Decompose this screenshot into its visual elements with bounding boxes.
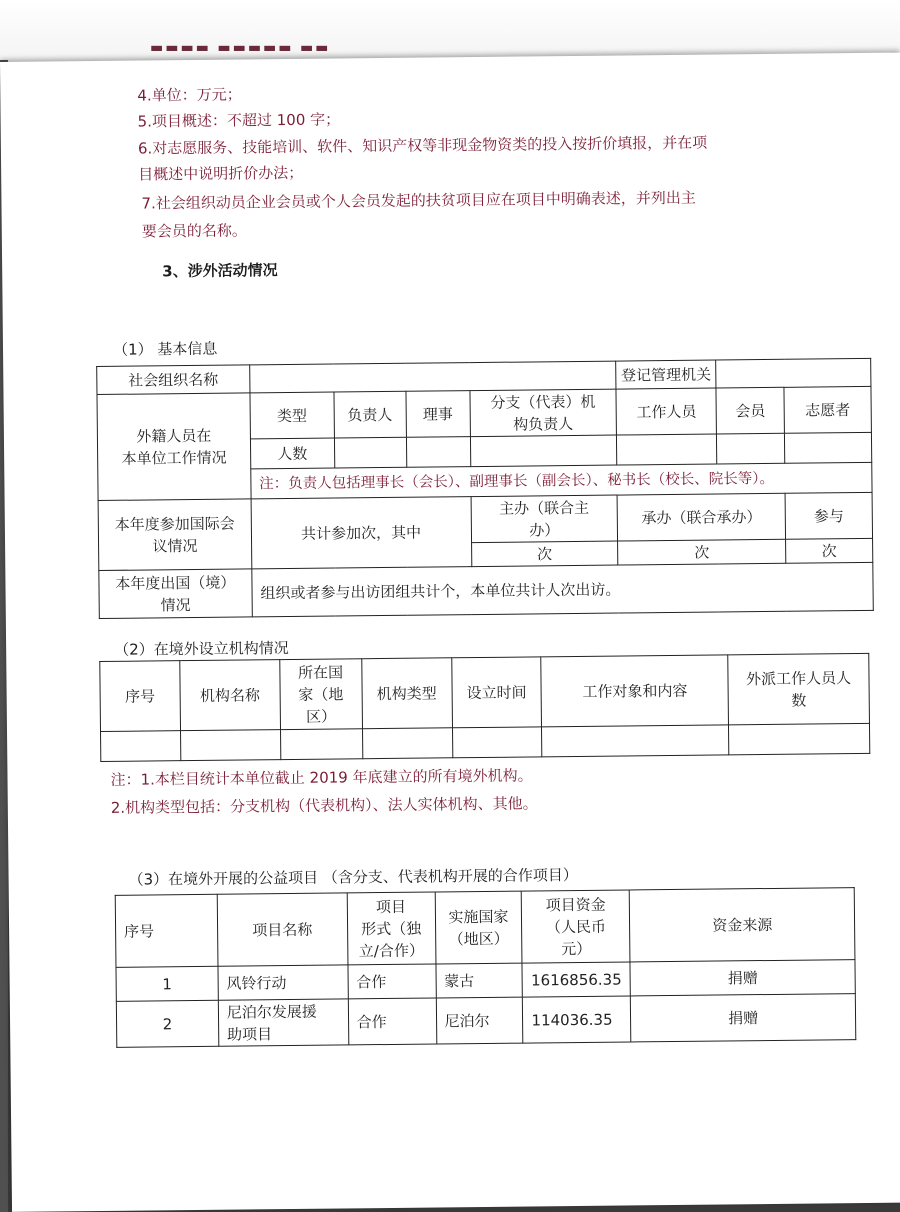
foreign-staff-label-line2: 本单位工作情况: [121, 448, 227, 468]
col-member: 会员: [716, 387, 784, 434]
note-summary: 5.项目概述：不超过 100 字；: [137, 110, 341, 131]
proj-col-name: 项目名称: [217, 893, 348, 966]
proj-col-fund-line2: （人民币: [545, 917, 607, 936]
note-noncash-line2: 目概述中说明折价办法；: [138, 163, 304, 184]
proj-row1-form: 合作: [348, 964, 436, 999]
col-head: 负责人: [334, 391, 406, 438]
count-branch-head: [470, 435, 617, 467]
proj-col-form-line1: 项目: [375, 897, 407, 916]
org-cell: [280, 729, 362, 760]
col-staff: 工作人员: [616, 388, 716, 435]
col-director: 理事: [406, 391, 470, 438]
proj-col-form: [347, 892, 436, 965]
overseas-org-table: [99, 653, 870, 762]
proj-col-source: 资金来源: [630, 888, 855, 962]
conference-total: 共计参加次，其中: [251, 497, 471, 569]
proj-row1-name: 风铃行动: [218, 965, 348, 1000]
conference-host: [471, 495, 618, 543]
org-col-staff: [728, 653, 870, 724]
proj-row2-name: [218, 999, 348, 1046]
org-cell: [362, 728, 452, 759]
col-branch-head-line2: 构负责人: [513, 414, 574, 434]
overseas-projects-heading: （3）在境外开展的公益项目 （含分支、代表机构开展的合作项目）: [128, 865, 578, 889]
conference-undertake-times: 次: [618, 539, 786, 565]
org-cell: [542, 725, 729, 757]
foreign-staff-label: [97, 393, 251, 501]
proj-col-fund: [522, 890, 631, 963]
conference-label-line1: 本年度参加国际会: [114, 514, 235, 534]
note-poverty-line2: 要会员的名称。: [141, 221, 247, 241]
abroad-label-line1: 本年度出国（境）: [115, 573, 236, 593]
note-noncash-line1: 6.对志愿服务、技能培训、软件、知识产权等非现金物资类的投入按折价填报，并在项: [137, 133, 708, 158]
registrar-label: 登记管理机关: [616, 360, 716, 389]
count-volunteer: [785, 432, 872, 463]
proj-col-fund-line1: 项目资金: [545, 895, 606, 914]
count-staff: [617, 434, 717, 465]
col-volunteer: 志愿者: [784, 386, 871, 433]
conference-host-times: 次: [471, 541, 618, 567]
conference-participate: 参与: [785, 492, 872, 539]
conference-host-line1: 主办（联合主: [499, 498, 590, 518]
col-branch-head: [469, 389, 616, 437]
proj-row2-source: 捐赠: [631, 994, 856, 1042]
overseas-projects-table: [115, 887, 857, 1048]
abroad-label: [99, 569, 252, 619]
foreign-staff-label-line1: 外籍人员在: [136, 426, 212, 446]
col-type: 类型: [250, 392, 334, 439]
org-col-country: [280, 659, 363, 730]
org-cell: [101, 731, 181, 762]
section-title: 3、涉外活动情况: [162, 261, 278, 281]
proj-row2-name-line2: 助项目: [226, 1024, 273, 1044]
count-head: [334, 437, 406, 468]
org-col-staff-line1: 外派工作人员人: [745, 668, 852, 688]
count-member: [717, 433, 785, 464]
proj-row2-no: 2: [116, 1000, 218, 1047]
col-branch-head-line1: 分支（代表）机: [490, 392, 596, 412]
proj-col-country: [435, 891, 523, 964]
count-director: [406, 437, 470, 468]
document-page: [0, 53, 900, 1212]
org-col-staff-line2: 数: [791, 691, 807, 710]
proj-row2-fund: 114036.35: [523, 996, 631, 1043]
org-col-country-line3: 区）: [305, 707, 337, 726]
proj-row1-fund: 1616856.35: [522, 962, 630, 997]
org-col-country-line1: 所在国: [298, 662, 344, 682]
org-cell: [180, 730, 280, 761]
table-row: [116, 994, 855, 1048]
abroad-text: 组织或者参与出访团组共计个，本单位共计人次出访。: [252, 562, 874, 617]
conference-host-line2: 办）: [529, 520, 560, 539]
note-unit: 4.单位：万元；: [137, 85, 242, 105]
abroad-label-line2: 情况: [160, 595, 191, 614]
org-col-time: 设立时间: [451, 657, 542, 728]
org-col-type: 机构类型: [361, 658, 452, 729]
org-name-value: [249, 361, 616, 393]
overseas-org-heading: （2）在境外设立机构情况: [114, 639, 289, 659]
row-count-label: 人数: [250, 438, 334, 469]
proj-col-fund-line3: 元）: [561, 939, 592, 958]
basic-info-table: [96, 358, 874, 619]
proj-row2-name-line1: 尼泊尔发展援: [226, 1002, 317, 1022]
proj-col-form-line2: 形式（独: [361, 919, 422, 938]
proj-row1-no: 1: [116, 966, 218, 1001]
proj-row1-source: 捐赠: [630, 960, 855, 996]
proj-row2-country: 尼泊尔: [436, 997, 523, 1044]
proj-col-country-line1: 实施国家: [448, 907, 509, 926]
org-col-name: 机构名称: [180, 660, 281, 731]
proj-row2-form: 合作: [348, 998, 436, 1045]
conference-label-line2: 议情况: [152, 536, 198, 555]
overseas-org-note-1: 注：1.本栏目统计本单位截止 2019 年底建立的所有境外机构。: [110, 766, 533, 789]
conference-undertake: 承办（联合承办）: [617, 493, 785, 541]
proj-col-form-line3: 立/合作）: [358, 941, 425, 960]
registrar-value: [716, 358, 871, 388]
basic-info-heading: （1） 基本信息: [112, 339, 218, 359]
org-cell: [452, 727, 542, 758]
conference-label: [98, 499, 252, 571]
org-name-label: 社会组织名称: [97, 365, 250, 395]
org-cell: [729, 723, 870, 754]
proj-col-no: 序号: [115, 894, 218, 967]
staff-note: 注：负责人包括理事长（会长）、副理事长（副会长）、秘书长（校长、院长等）。: [251, 462, 872, 499]
proj-row1-country: 蒙古: [435, 963, 522, 998]
note-poverty-line1: 7.社会组织动员企业会员或个人会员发起的扶贫项目应在项目中明确表述，并列出主: [141, 188, 696, 213]
org-col-no: 序号: [100, 661, 181, 732]
overseas-org-note-2: 2.机构类型包括：分支机构（代表机构）、法人实体机构、其他。: [110, 794, 538, 817]
proj-col-country-line2: （地区）: [448, 929, 509, 948]
previous-page-text-fragment: ▬▬▬▬ ▬▬▬▬▬ ▬▬: [150, 40, 331, 56]
conference-participate-times: 次: [786, 538, 873, 563]
org-col-content: 工作对象和内容: [541, 655, 728, 727]
org-col-country-line2: 家（地: [298, 684, 344, 704]
